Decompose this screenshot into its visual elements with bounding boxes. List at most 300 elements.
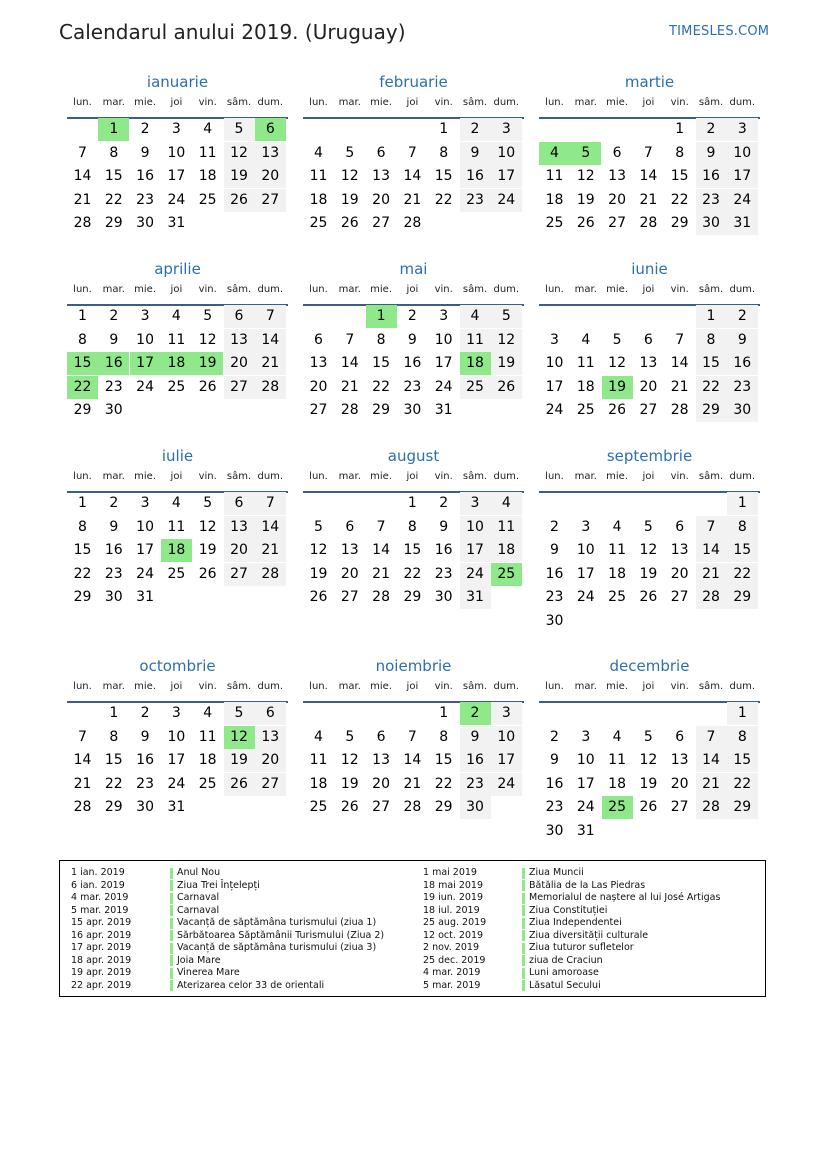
day-cell: 4 [171, 495, 181, 511]
day-cell: 29 [403, 589, 422, 606]
day-cell: 15 [372, 355, 390, 372]
day-cell: 1 [727, 702, 758, 725]
day-cell: 10 [576, 542, 595, 559]
legend-marker [522, 880, 525, 891]
day-cell: 21 [403, 191, 422, 208]
legend-date: 2 nov. 2019 [423, 942, 479, 953]
legend-date: 25 aug. 2019 [423, 917, 487, 928]
day-cell: 5 [491, 305, 522, 328]
day-cell: 20 [639, 378, 658, 395]
day-cell: 25 [167, 565, 186, 582]
day-cell: 14 [696, 539, 727, 562]
day-cell: 21 [403, 775, 422, 792]
day-cell: 6 [376, 144, 386, 161]
day-cell: 14 [255, 516, 286, 539]
legend-holiday-name: Vinerea Mare [177, 967, 240, 978]
legend-holiday-name: Vacanță de săptămâna turismului (ziua 1) [177, 917, 377, 928]
day-cell: 12 [198, 331, 217, 348]
day-cell: 10 [136, 331, 154, 348]
weekday-header: dum. [257, 97, 284, 108]
day-cell: 14 [73, 168, 92, 185]
weekday-header: vin. [198, 471, 217, 482]
day-cell: 30 [696, 212, 727, 235]
day-cell: 6 [643, 331, 653, 348]
day-cell: 22 [104, 775, 123, 792]
day-cell: 22 [727, 773, 758, 796]
month-name: aprilie [154, 260, 201, 278]
day-cell: 25 [491, 563, 522, 586]
legend-date: 25 dec. 2019 [423, 954, 486, 966]
weekday-header: mie. [370, 681, 393, 692]
legend-holiday-name: Ziua Independentei [529, 917, 622, 928]
day-cell: 7 [78, 144, 87, 161]
legend-marker [170, 880, 173, 891]
day-cell: 10 [136, 518, 154, 535]
day-cell: 7 [675, 331, 685, 348]
day-cell: 5 [224, 702, 255, 725]
day-cell: 22 [372, 378, 390, 395]
weekday-header: dum. [729, 97, 756, 108]
weekday-header: sâm. [462, 97, 488, 108]
day-cell: 9 [550, 752, 559, 769]
legend-holiday-name: Bătălia de la Las Piedras [529, 879, 646, 891]
day-cell: 20 [670, 565, 689, 582]
day-cell: 12 [224, 726, 255, 749]
day-cell: 24 [434, 378, 453, 395]
day-cell: 31 [136, 589, 154, 606]
weekday-header: sâm. [226, 471, 252, 482]
legend-marker [170, 980, 173, 991]
day-cell: 31 [434, 402, 453, 419]
weekday-header: vin. [434, 284, 453, 295]
weekday-header: mar. [102, 471, 125, 482]
month-name: august [387, 447, 440, 465]
weekday-header: sâm. [226, 97, 252, 108]
day-cell: 5 [314, 518, 323, 535]
weekday-header: sâm. [226, 681, 252, 692]
legend-marker [522, 905, 525, 916]
day-cell: 5 [612, 331, 622, 348]
weekday-header: lun. [73, 681, 92, 692]
legend-date: 19 iun. 2019 [423, 892, 484, 903]
day-cell: 14 [403, 168, 422, 185]
day-cell: 28 [403, 215, 422, 232]
day-cell: 31 [167, 799, 186, 816]
day-cell: 13 [372, 752, 390, 769]
day-cell: 1 [366, 305, 397, 328]
day-cell: 17 [545, 378, 564, 395]
day-cell: 17 [167, 168, 186, 185]
day-cell: 24 [491, 773, 522, 796]
day-cell: 28 [670, 402, 689, 419]
weekday-header: joi [406, 471, 419, 482]
day-cell: 26 [224, 189, 255, 212]
legend-date: 16 apr. 2019 [71, 929, 132, 941]
weekday-header: mar. [102, 681, 125, 692]
weekday-header: vin. [670, 471, 689, 482]
day-cell: 8 [727, 726, 758, 749]
legend-date: 17 apr. 2019 [71, 942, 132, 953]
day-cell: 12 [576, 168, 595, 185]
day-cell: 8 [407, 518, 417, 535]
day-cell: 11 [167, 331, 186, 348]
weekday-header: vin. [434, 681, 453, 692]
legend-marker [522, 943, 525, 954]
weekday-header: dum. [729, 471, 756, 482]
day-cell: 8 [78, 331, 87, 348]
day-cell: 27 [639, 402, 658, 419]
day-cell: 24 [491, 189, 522, 212]
legend-holiday-name: Carnaval [177, 892, 220, 903]
day-cell: 11 [198, 144, 217, 161]
legend-date: 5 mar. 2019 [71, 904, 129, 916]
legend-date: 1 ian. 2019 [71, 867, 125, 878]
day-cell: 4 [612, 518, 622, 535]
day-cell: 22 [670, 191, 689, 208]
day-cell: 6 [675, 728, 685, 745]
day-cell: 26 [198, 565, 217, 582]
day-cell: 4 [314, 728, 323, 745]
weekday-header: vin. [198, 97, 217, 108]
day-cell: 24 [576, 799, 595, 816]
day-cell: 28 [696, 586, 727, 609]
weekday-header: mar. [574, 471, 597, 482]
day-cell: 10 [491, 726, 522, 749]
day-cell: 11 [608, 542, 626, 559]
day-cell: 3 [550, 331, 559, 348]
day-cell: 13 [372, 168, 390, 185]
day-cell: 30 [545, 613, 564, 629]
day-cell: 3 [491, 118, 522, 141]
day-cell: 16 [136, 168, 154, 185]
weekday-header: lun. [309, 471, 328, 482]
legend-holiday-name: Ziua Constituției [529, 904, 608, 916]
day-cell: 23 [460, 189, 491, 212]
day-cell: 21 [696, 773, 727, 796]
day-cell: 31 [460, 586, 491, 609]
weekday-header: mar. [574, 681, 597, 692]
day-cell: 20 [255, 165, 286, 188]
legend-date: 19 apr. 2019 [71, 967, 132, 978]
day-cell: 7 [255, 305, 286, 328]
holiday-legend [59, 860, 766, 997]
day-cell: 14 [340, 355, 359, 372]
day-cell: 7 [407, 728, 417, 745]
month-name: iulie [161, 447, 194, 465]
day-cell: 14 [696, 749, 727, 772]
day-cell: 7 [255, 492, 286, 515]
legend-date: 5 mar. 2019 [423, 979, 481, 991]
day-cell: 15 [73, 542, 92, 559]
day-cell: 2 [550, 518, 559, 535]
legend-date: 12 oct. 2019 [423, 929, 484, 941]
weekday-header: mar. [338, 681, 361, 692]
day-cell: 19 [639, 565, 658, 582]
day-cell: 13 [670, 752, 689, 769]
day-cell: 10 [434, 331, 453, 348]
day-cell: 11 [309, 752, 328, 769]
weekday-header: lun. [73, 284, 92, 295]
day-cell: 25 [309, 799, 328, 816]
day-cell: 6 [675, 518, 685, 535]
weekday-header: lun. [545, 284, 564, 295]
day-cell: 1 [675, 121, 685, 137]
day-cell: 21 [340, 378, 359, 395]
day-cell: 2 [550, 728, 559, 745]
day-cell: 6 [224, 492, 255, 515]
day-cell: 27 [255, 189, 286, 212]
day-cell: 25 [198, 775, 217, 792]
month-name: februarie [379, 73, 448, 91]
weekday-header: dum. [493, 97, 520, 108]
day-cell: 9 [460, 142, 491, 165]
day-cell: 1 [407, 495, 417, 511]
legend-marker [170, 943, 173, 954]
day-cell: 15 [727, 539, 758, 562]
day-cell: 23 [403, 378, 422, 395]
day-cell: 4 [203, 121, 213, 137]
weekday-header: dum. [257, 681, 284, 692]
day-cell: 22 [727, 563, 758, 586]
weekday-header: joi [170, 471, 183, 482]
day-cell: 17 [136, 542, 154, 559]
day-cell: 26 [224, 773, 255, 796]
day-cell: 15 [670, 168, 689, 185]
day-cell: 6 [314, 331, 323, 348]
day-cell: 19 [224, 165, 255, 188]
month-name: noiembrie [375, 657, 452, 675]
day-cell: 19 [639, 775, 658, 792]
day-cell: 20 [224, 352, 255, 375]
day-cell: 5 [643, 728, 653, 745]
legend-marker [522, 868, 525, 879]
day-cell: 25 [576, 402, 595, 419]
legend-date: 6 ian. 2019 [71, 879, 125, 891]
day-cell: 2 [140, 705, 150, 721]
day-cell: 17 [130, 352, 161, 375]
day-cell: 8 [727, 516, 758, 539]
day-cell: 9 [140, 144, 150, 161]
day-cell: 26 [639, 589, 658, 606]
day-cell: 21 [255, 352, 286, 375]
day-cell: 27 [372, 799, 390, 816]
day-cell: 27 [255, 773, 286, 796]
day-cell: 10 [727, 142, 758, 165]
day-cell: 8 [109, 728, 119, 745]
weekday-header: mar. [102, 97, 125, 108]
legend-marker [170, 868, 173, 879]
day-cell: 30 [434, 589, 453, 606]
weekday-header: mar. [338, 471, 361, 482]
weekday-header: joi [642, 471, 655, 482]
day-cell: 19 [340, 775, 359, 792]
day-cell: 28 [255, 376, 286, 399]
day-cell: 27 [372, 215, 390, 232]
day-cell: 13 [670, 542, 689, 559]
day-cell: 9 [460, 726, 491, 749]
day-cell: 20 [372, 775, 390, 792]
day-cell: 11 [167, 518, 186, 535]
weekday-header: dum. [257, 471, 284, 482]
day-cell: 13 [224, 329, 255, 352]
weekday-header: mie. [370, 284, 393, 295]
day-cell: 29 [104, 215, 123, 232]
day-cell: 17 [727, 165, 758, 188]
day-cell: 15 [104, 168, 123, 185]
day-cell: 11 [491, 516, 522, 539]
day-cell: 24 [576, 589, 595, 606]
legend-date: 4 mar. 2019 [71, 892, 129, 903]
day-cell: 30 [460, 796, 491, 819]
month-name: ianuarie [146, 73, 209, 91]
legend-holiday-name: Aterizarea celor 33 de orientali [177, 979, 325, 991]
day-cell: 23 [545, 799, 564, 816]
day-cell: 12 [340, 168, 359, 185]
weekday-header: dum. [729, 681, 756, 692]
weekday-header: mie. [606, 284, 629, 295]
day-cell: 2 [727, 305, 758, 328]
day-cell: 2 [439, 495, 449, 511]
day-cell: 16 [696, 165, 727, 188]
day-cell: 8 [376, 331, 386, 348]
day-cell: 3 [439, 308, 449, 324]
day-cell: 26 [491, 376, 522, 399]
weekday-header: joi [642, 681, 655, 692]
weekday-header: mar. [102, 284, 125, 295]
day-cell: 18 [576, 378, 595, 395]
day-cell: 20 [608, 191, 626, 208]
day-cell: 11 [309, 168, 328, 185]
day-cell: 14 [372, 542, 390, 559]
day-cell: 22 [696, 376, 727, 399]
day-cell: 17 [576, 565, 595, 582]
day-cell: 3 [460, 492, 491, 515]
weekday-header: sâm. [698, 284, 724, 295]
day-cell: 19 [192, 352, 223, 375]
day-cell: 16 [545, 565, 564, 582]
day-cell: 8 [78, 518, 87, 535]
day-cell: 28 [372, 589, 390, 606]
month-name: mai [399, 260, 428, 278]
day-cell: 10 [460, 516, 491, 539]
legend-date: 4 mar. 2019 [423, 967, 481, 978]
legend-holiday-name: Ziua tuturor sufletelor [529, 942, 634, 953]
day-cell: 20 [670, 775, 689, 792]
day-cell: 9 [109, 518, 119, 535]
day-cell: 3 [581, 728, 591, 745]
weekday-header: vin. [434, 471, 453, 482]
legend-holiday-name: ziua de Craciun [529, 954, 603, 966]
day-cell: 3 [171, 705, 181, 721]
weekday-header: lun. [545, 97, 564, 108]
weekday-header: sâm. [698, 97, 724, 108]
legend-date: 18 iul. 2019 [423, 904, 480, 916]
day-cell: 7 [376, 518, 386, 535]
weekday-header: mie. [134, 471, 157, 482]
legend-holiday-name: Sărbătoarea Săptămânii Turismului (Ziua 2) [177, 929, 385, 941]
day-cell: 9 [439, 518, 449, 535]
day-cell: 26 [608, 402, 626, 419]
legend-marker [170, 893, 173, 904]
weekday-header: mie. [134, 284, 157, 295]
day-cell: 12 [639, 542, 658, 559]
weekday-header: vin. [670, 681, 689, 692]
legend-holiday-name: Ziua diversității culturale [529, 929, 649, 941]
legend-holiday-name: Vacanță de săptămâna turismului (ziua 3) [177, 942, 377, 953]
day-cell: 18 [491, 539, 522, 562]
day-cell: 1 [439, 705, 449, 721]
legend-date: 18 mai 2019 [423, 879, 484, 891]
day-cell: 6 [345, 518, 355, 535]
weekday-header: sâm. [698, 471, 724, 482]
day-cell: 29 [73, 402, 92, 419]
weekday-header: joi [406, 284, 419, 295]
weekday-header: mie. [134, 681, 157, 692]
weekday-header: mar. [338, 284, 361, 295]
day-cell: 2 [696, 118, 727, 141]
weekday-header: vin. [434, 97, 453, 108]
weekday-header: mar. [574, 97, 597, 108]
day-cell: 13 [608, 168, 626, 185]
day-cell: 7 [696, 516, 727, 539]
day-cell: 15 [104, 752, 123, 769]
day-cell: 6 [255, 702, 286, 725]
day-cell: 24 [545, 402, 564, 419]
day-cell: 28 [73, 215, 92, 232]
day-cell: 17 [576, 775, 595, 792]
weekday-header: vin. [670, 284, 689, 295]
weekday-header: lun. [73, 471, 92, 482]
weekday-header: mie. [606, 471, 629, 482]
day-cell: 14 [73, 752, 92, 769]
day-cell: 16 [136, 752, 154, 769]
day-cell: 29 [727, 586, 758, 609]
day-cell: 25 [198, 191, 217, 208]
day-cell: 14 [670, 355, 689, 372]
day-cell: 12 [198, 518, 217, 535]
day-cell: 10 [545, 355, 564, 372]
day-cell: 4 [171, 308, 181, 324]
day-cell: 18 [309, 191, 328, 208]
day-cell: 21 [73, 775, 92, 792]
page-title: Calendarul anului 2019. (Uruguay) [59, 20, 406, 44]
day-cell: 26 [340, 799, 359, 816]
brand-link[interactable]: TIMESLES.COM [669, 24, 770, 39]
legend-holiday-name: Memorialul de naștere al lui José Artigas [529, 892, 721, 903]
weekday-header: joi [170, 97, 183, 108]
day-cell: 24 [136, 378, 154, 395]
day-cell: 4 [612, 728, 622, 745]
day-cell: 8 [439, 728, 449, 745]
day-cell: 4 [314, 144, 323, 161]
day-cell: 16 [727, 352, 758, 375]
day-cell: 16 [403, 355, 422, 372]
legend-marker [170, 955, 173, 966]
legend-marker [522, 955, 525, 966]
day-cell: 29 [73, 589, 92, 606]
day-cell: 16 [98, 352, 129, 375]
day-cell: 21 [639, 191, 658, 208]
month-name: decembrie [609, 657, 690, 675]
legend-marker [522, 893, 525, 904]
day-cell: 18 [545, 191, 564, 208]
day-cell: 27 [670, 589, 689, 606]
day-cell: 1 [696, 305, 727, 328]
legend-holiday-name: Joia Mare [177, 954, 221, 966]
day-cell: 29 [670, 215, 689, 232]
legend-date: 22 apr. 2019 [71, 979, 132, 991]
day-cell: 16 [460, 749, 491, 772]
